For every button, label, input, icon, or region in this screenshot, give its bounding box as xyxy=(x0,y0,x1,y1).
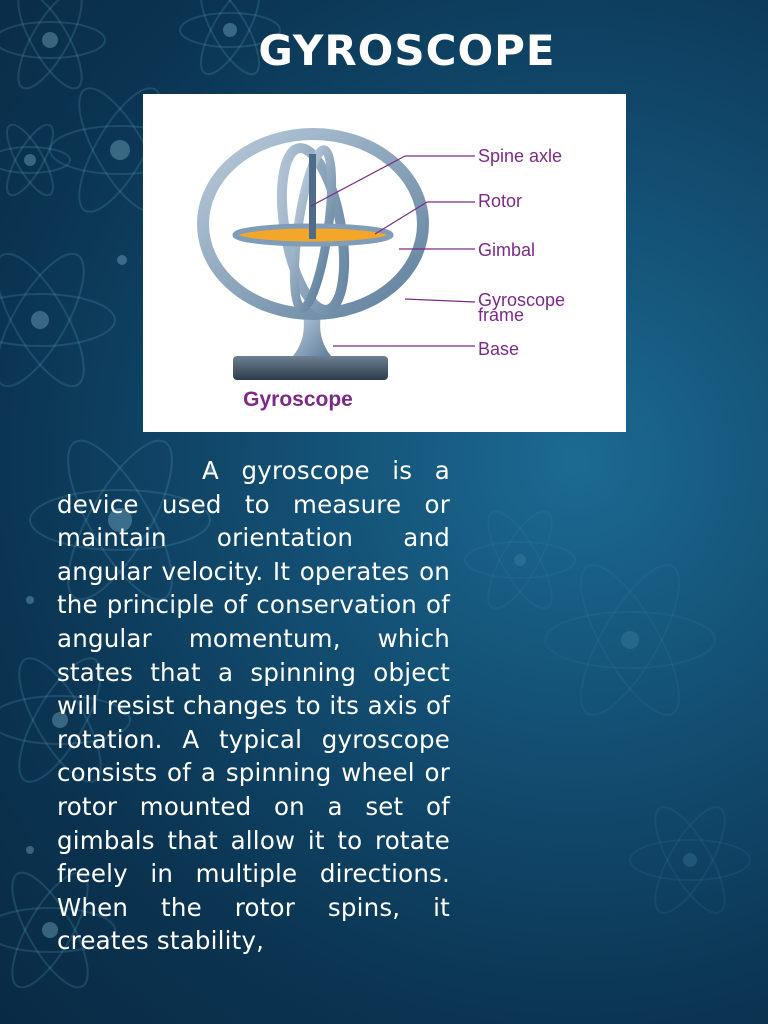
label-gyroscope-frame-line1: Gyroscope xyxy=(478,290,566,310)
body-paragraph xyxy=(57,454,450,958)
label-gimbal: Gimbal xyxy=(478,240,536,260)
body-paragraph-text: A gyroscope is a device used to measure or maintain orientation and angular velocity. It operates on the principle of conservation of angular momentum, which states that a spinning object will resist changes to its axis of rotation. A typical gyroscope consists of a spinning wheel or rotor mounted on a set of gimbals that allow it to rotate freely in multiple directions. When the rotor spins, it creates stability, xyxy=(57,456,450,956)
slide-title: GYROSCOPE xyxy=(258,26,556,75)
stand-neck xyxy=(293,314,331,356)
spine-axle xyxy=(309,154,316,239)
figure-caption: Gyroscope xyxy=(243,388,353,411)
gyroscope-figure xyxy=(143,94,626,432)
base-shape xyxy=(233,356,388,380)
label-base: Base xyxy=(478,339,520,359)
label-rotor: Rotor xyxy=(478,191,523,211)
label-gyroscope-frame-line2: frame xyxy=(478,305,525,325)
label-spine-axle: Spine axle xyxy=(478,146,563,166)
gyroscope-diagram xyxy=(143,94,626,432)
